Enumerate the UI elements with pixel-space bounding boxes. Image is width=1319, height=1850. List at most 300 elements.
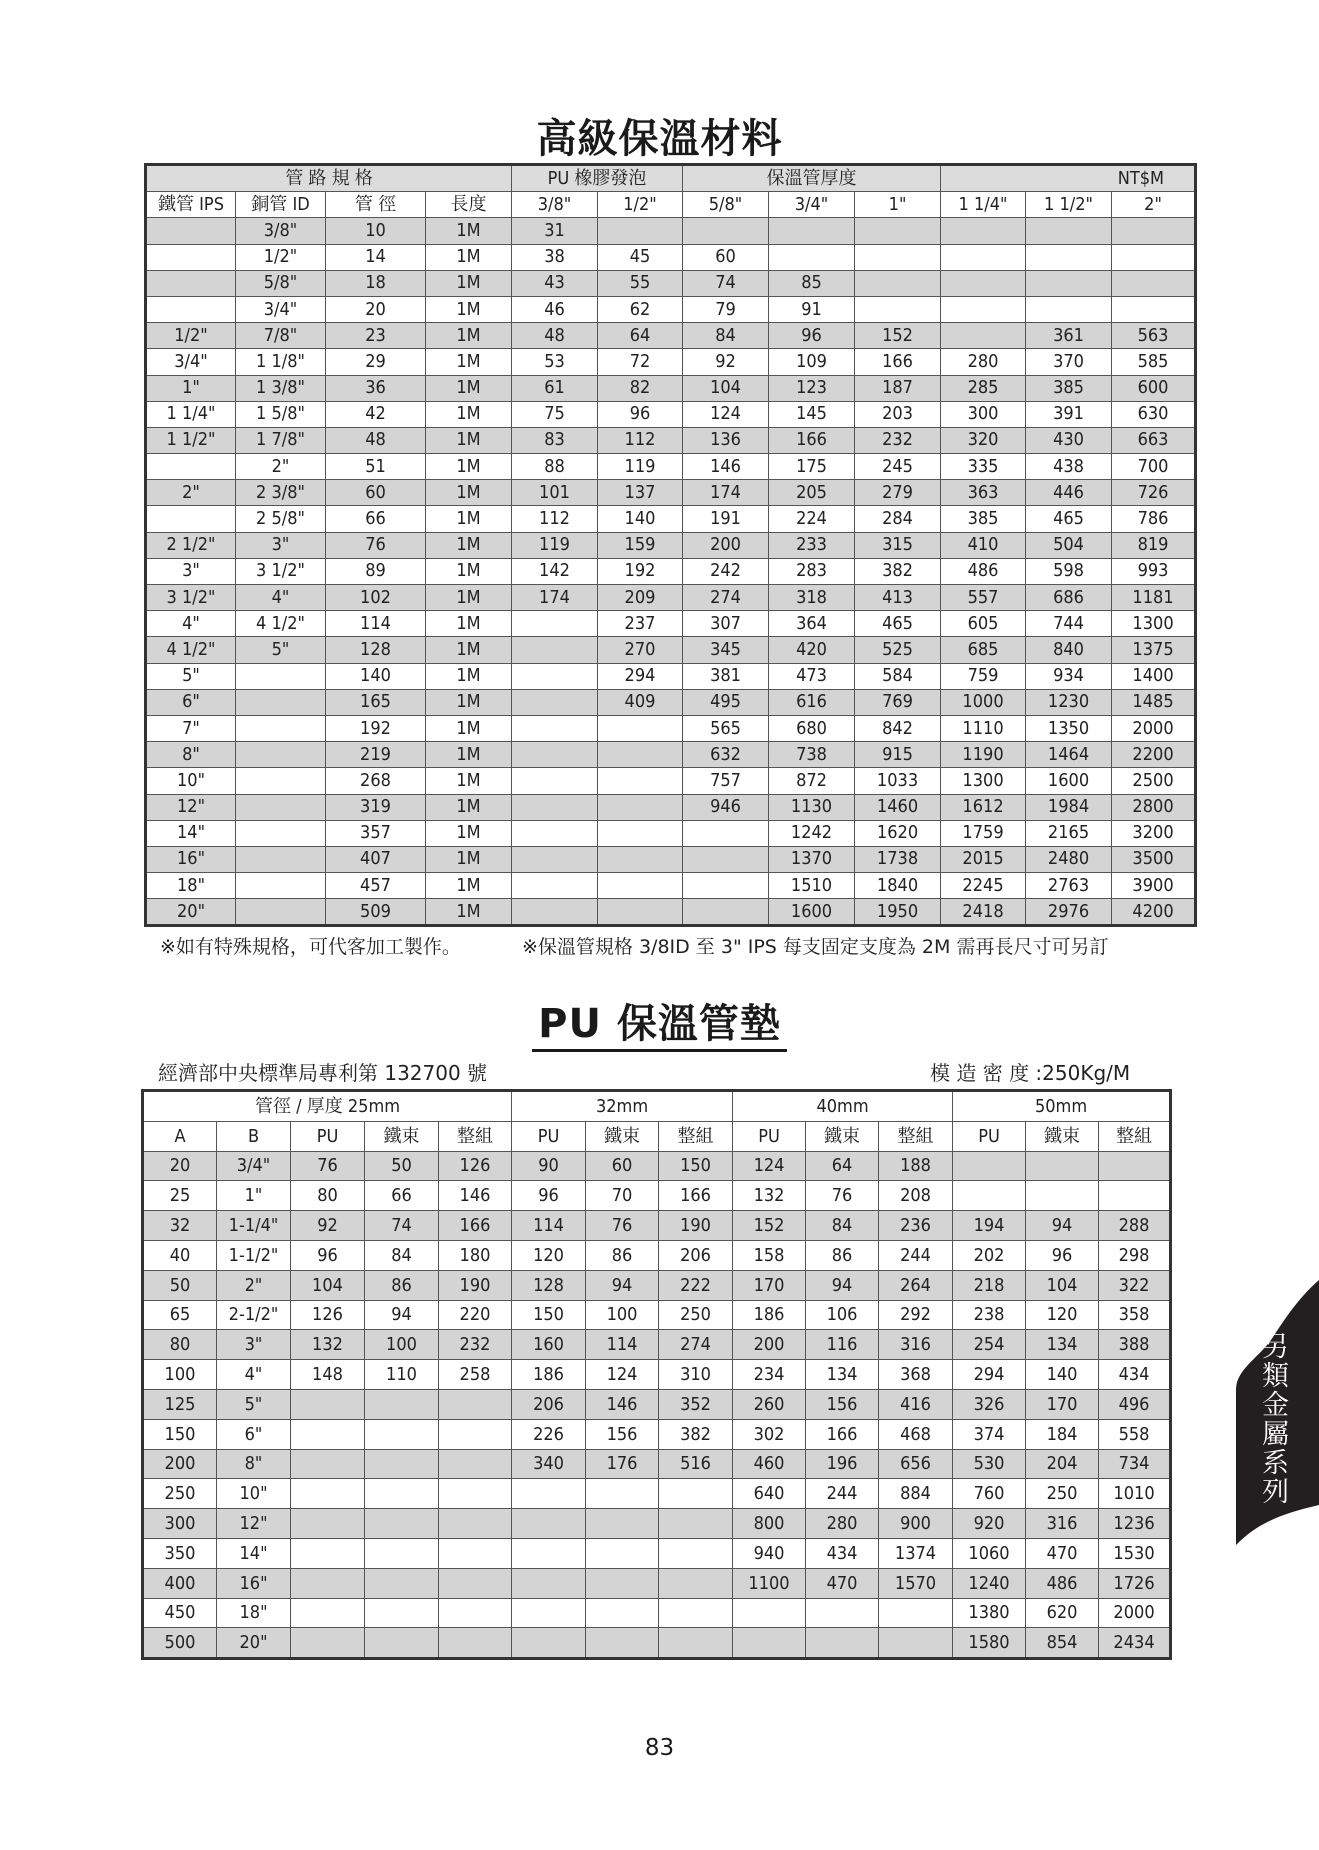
table-cell: 268 bbox=[326, 768, 426, 794]
header-cell: 整組 bbox=[659, 1121, 733, 1151]
table-cell: 5" bbox=[236, 637, 326, 663]
table-cell: 563 bbox=[1112, 323, 1196, 349]
table-cell: 744 bbox=[1026, 611, 1112, 637]
table-cell bbox=[659, 1509, 733, 1539]
table-cell: 726 bbox=[1112, 480, 1196, 506]
table-cell: 900 bbox=[879, 1509, 953, 1539]
table-cell bbox=[365, 1628, 439, 1659]
table-cell: 946 bbox=[683, 794, 769, 820]
table-cell: 1530 bbox=[1099, 1538, 1171, 1568]
table-cell: 316 bbox=[1026, 1509, 1099, 1539]
table-cell: 159 bbox=[598, 532, 683, 558]
table-cell: 96 bbox=[598, 401, 683, 427]
table-cell: 470 bbox=[1026, 1538, 1099, 1568]
table-cell bbox=[941, 296, 1026, 322]
table-cell bbox=[598, 794, 683, 820]
table-cell: 420 bbox=[769, 637, 855, 663]
table-cell: 100 bbox=[586, 1300, 659, 1330]
table-cell: 134 bbox=[1026, 1330, 1099, 1360]
table-cell: 2" bbox=[236, 454, 326, 480]
table-cell: 166 bbox=[806, 1419, 879, 1449]
table-row bbox=[146, 637, 1196, 663]
table-cell: 165 bbox=[326, 689, 426, 715]
table-cell: 250 bbox=[143, 1479, 217, 1509]
table-cell: 128 bbox=[326, 637, 426, 663]
table-cell: 200 bbox=[683, 532, 769, 558]
table-cell: 4" bbox=[236, 585, 326, 611]
table-cell: 565 bbox=[683, 715, 769, 741]
table-cell: 270 bbox=[598, 637, 683, 663]
table-cell: 416 bbox=[879, 1389, 953, 1419]
table-cell: 300 bbox=[941, 401, 1026, 427]
table-cell bbox=[291, 1598, 365, 1628]
table-cell: 685 bbox=[941, 637, 1026, 663]
table-cell: 156 bbox=[806, 1389, 879, 1419]
table-cell: 174 bbox=[512, 585, 598, 611]
table-cell: 1M bbox=[426, 768, 512, 794]
table-cell: 53 bbox=[512, 349, 598, 375]
table-row bbox=[146, 270, 1196, 296]
table-cell bbox=[512, 1568, 586, 1598]
table-cell: 409 bbox=[598, 689, 683, 715]
table-cell: 137 bbox=[598, 480, 683, 506]
table-cell: 60 bbox=[683, 244, 769, 270]
table-cell: 2015 bbox=[941, 846, 1026, 872]
table-cell: 82 bbox=[598, 375, 683, 401]
table-cell: 1M bbox=[426, 873, 512, 899]
table-cell: 1600 bbox=[769, 899, 855, 926]
table-cell: 46 bbox=[512, 296, 598, 322]
table-cell bbox=[291, 1389, 365, 1419]
table-cell: 757 bbox=[683, 768, 769, 794]
table-cell: 1240 bbox=[953, 1568, 1026, 1598]
table-row bbox=[146, 742, 1196, 768]
table-cell: 29 bbox=[326, 349, 426, 375]
table-cell: 254 bbox=[953, 1330, 1026, 1360]
table-cell: 294 bbox=[598, 663, 683, 689]
table-cell bbox=[512, 794, 598, 820]
table-cell: 55 bbox=[598, 270, 683, 296]
table-cell: 1M bbox=[426, 532, 512, 558]
table-cell: 1 1/8" bbox=[236, 349, 326, 375]
table-cell: 1612 bbox=[941, 794, 1026, 820]
table-cell: 140 bbox=[326, 663, 426, 689]
table-cell bbox=[1099, 1181, 1171, 1211]
table-row bbox=[143, 1270, 1171, 1300]
table-cell: 302 bbox=[733, 1419, 806, 1449]
table-cell bbox=[855, 218, 941, 244]
table-cell: 381 bbox=[683, 663, 769, 689]
table-cell: 385 bbox=[1026, 375, 1112, 401]
header-cell: 2" bbox=[1112, 192, 1196, 218]
header-cell: 管 路 規 格 bbox=[146, 165, 512, 192]
table-cell: 320 bbox=[941, 427, 1026, 453]
table-cell bbox=[291, 1449, 365, 1479]
table-cell: 2434 bbox=[1099, 1628, 1171, 1659]
header-cell: 整組 bbox=[1099, 1121, 1171, 1151]
table-cell: 5" bbox=[217, 1389, 291, 1419]
table-row bbox=[143, 1330, 1171, 1360]
header-cell: 整組 bbox=[439, 1121, 512, 1151]
table-cell bbox=[146, 270, 236, 296]
table-cell: 1370 bbox=[769, 846, 855, 872]
table-cell: 260 bbox=[733, 1389, 806, 1419]
table-cell: 84 bbox=[683, 323, 769, 349]
table-cell bbox=[439, 1449, 512, 1479]
table-cell: 1M bbox=[426, 558, 512, 584]
table-row bbox=[146, 532, 1196, 558]
table-cell bbox=[512, 899, 598, 926]
table-cell: 686 bbox=[1026, 585, 1112, 611]
table-cell: 222 bbox=[659, 1270, 733, 1300]
table-cell bbox=[236, 715, 326, 741]
table-cell: 80 bbox=[143, 1330, 217, 1360]
table-cell: 2200 bbox=[1112, 742, 1196, 768]
header-cell: 5/8" bbox=[683, 192, 769, 218]
table-cell: 915 bbox=[855, 742, 941, 768]
table-cell: 680 bbox=[769, 715, 855, 741]
table-cell: 20 bbox=[143, 1151, 217, 1181]
table-row bbox=[146, 585, 1196, 611]
table-cell: 64 bbox=[806, 1151, 879, 1181]
table-cell bbox=[236, 689, 326, 715]
table-cell: 2418 bbox=[941, 899, 1026, 926]
table-cell: 74 bbox=[365, 1211, 439, 1241]
table-cell: 94 bbox=[365, 1300, 439, 1330]
table-cell bbox=[512, 663, 598, 689]
table-cell: 14 bbox=[326, 244, 426, 270]
table-cell: 361 bbox=[1026, 323, 1112, 349]
table-cell bbox=[291, 1538, 365, 1568]
table-cell: 184 bbox=[1026, 1419, 1099, 1449]
header-cell: 3/4" bbox=[769, 192, 855, 218]
table-cell: 872 bbox=[769, 768, 855, 794]
header-cell: 鐵束 bbox=[1026, 1121, 1099, 1151]
table-cell: 206 bbox=[512, 1389, 586, 1419]
table-cell: 1190 bbox=[941, 742, 1026, 768]
pipe-length-note: ※保溫管規格 3/8ID 至 3" IPS 每支固定支度為 2M 需再長尺寸可另訂 bbox=[522, 936, 1109, 958]
table-cell: 300 bbox=[143, 1509, 217, 1539]
table-cell: 43 bbox=[512, 270, 598, 296]
table-cell bbox=[236, 663, 326, 689]
table-cell: 1-1/2" bbox=[217, 1240, 291, 1270]
table-cell: 2-1/2" bbox=[217, 1300, 291, 1330]
patent-number: 經濟部中央標準局專利第 132700 號 bbox=[158, 1061, 488, 1085]
table-cell: 1M bbox=[426, 375, 512, 401]
table-cell bbox=[1026, 218, 1112, 244]
table-cell: 509 bbox=[326, 899, 426, 926]
table-cell: 382 bbox=[659, 1419, 733, 1449]
header-cell: 管徑 / 厚度 25mm bbox=[143, 1091, 512, 1122]
table-cell: 14" bbox=[217, 1538, 291, 1568]
table-cell: 1M bbox=[426, 506, 512, 532]
table-cell: 150 bbox=[659, 1151, 733, 1181]
table-cell: 96 bbox=[291, 1240, 365, 1270]
table-cell: 219 bbox=[326, 742, 426, 768]
table-cell: 170 bbox=[1026, 1389, 1099, 1419]
table-cell bbox=[291, 1568, 365, 1598]
table-cell: 632 bbox=[683, 742, 769, 768]
table-cell: 486 bbox=[941, 558, 1026, 584]
table-cell: 114 bbox=[326, 611, 426, 637]
table-cell: 465 bbox=[1026, 506, 1112, 532]
table-cell: 123 bbox=[769, 375, 855, 401]
table-cell: 1/2" bbox=[236, 244, 326, 270]
table-cell: 232 bbox=[439, 1330, 512, 1360]
table-cell bbox=[365, 1598, 439, 1628]
table-row bbox=[146, 454, 1196, 480]
table-cell: 12" bbox=[217, 1509, 291, 1539]
header-cell: 50mm bbox=[953, 1091, 1171, 1122]
table-cell: 1033 bbox=[855, 768, 941, 794]
table-cell bbox=[1099, 1151, 1171, 1181]
table-cell: 345 bbox=[683, 637, 769, 663]
table-cell: 104 bbox=[291, 1270, 365, 1300]
table-cell: 112 bbox=[598, 427, 683, 453]
table-cell: 237 bbox=[598, 611, 683, 637]
table-cell: 224 bbox=[769, 506, 855, 532]
table-cell: 288 bbox=[1099, 1211, 1171, 1241]
table-cell bbox=[879, 1598, 953, 1628]
table-cell: 124 bbox=[586, 1360, 659, 1390]
table-cell bbox=[146, 454, 236, 480]
table-cell: 264 bbox=[879, 1270, 953, 1300]
table-cell: 3500 bbox=[1112, 846, 1196, 872]
table-row bbox=[146, 218, 1196, 244]
table-cell: 32 bbox=[143, 1211, 217, 1241]
table-row bbox=[143, 1509, 1171, 1539]
table-cell: 1510 bbox=[769, 873, 855, 899]
table-cell: 640 bbox=[733, 1479, 806, 1509]
table-cell: 340 bbox=[512, 1449, 586, 1479]
table-cell: 3" bbox=[146, 558, 236, 584]
table-row bbox=[146, 689, 1196, 715]
header-cell: 1" bbox=[855, 192, 941, 218]
table-cell: 4 1/2" bbox=[146, 637, 236, 663]
table-cell: 1M bbox=[426, 846, 512, 872]
table-cell: 1380 bbox=[953, 1598, 1026, 1628]
table-cell: 1M bbox=[426, 663, 512, 689]
table-row bbox=[146, 611, 1196, 637]
table-cell bbox=[236, 820, 326, 846]
table-cell: 8" bbox=[146, 742, 236, 768]
table-cell: 10 bbox=[326, 218, 426, 244]
table-cell bbox=[512, 820, 598, 846]
table-cell bbox=[236, 794, 326, 820]
table-cell: 5/8" bbox=[236, 270, 326, 296]
table-cell: 150 bbox=[512, 1300, 586, 1330]
table-cell: 335 bbox=[941, 454, 1026, 480]
table-cell: 18 bbox=[326, 270, 426, 296]
table-cell: 1M bbox=[426, 689, 512, 715]
table-cell bbox=[512, 1479, 586, 1509]
table-cell bbox=[855, 296, 941, 322]
table-row bbox=[146, 899, 1196, 926]
table-cell bbox=[683, 820, 769, 846]
table-cell: 62 bbox=[598, 296, 683, 322]
table-cell: 283 bbox=[769, 558, 855, 584]
table-cell: 495 bbox=[683, 689, 769, 715]
table-cell: 175 bbox=[769, 454, 855, 480]
table-row bbox=[146, 768, 1196, 794]
header-cell: 整組 bbox=[879, 1121, 953, 1151]
table-cell bbox=[439, 1509, 512, 1539]
table-cell: 3 1/2" bbox=[146, 585, 236, 611]
table-cell: 274 bbox=[659, 1330, 733, 1360]
table-cell: 3900 bbox=[1112, 873, 1196, 899]
table-cell: 1759 bbox=[941, 820, 1026, 846]
table-cell bbox=[806, 1598, 879, 1628]
table-cell: 1738 bbox=[855, 846, 941, 872]
table-cell: 14" bbox=[146, 820, 236, 846]
table-cell: 146 bbox=[683, 454, 769, 480]
table-cell bbox=[941, 270, 1026, 296]
table-cell: 1M bbox=[426, 585, 512, 611]
table-cell: 1840 bbox=[855, 873, 941, 899]
table-cell: 280 bbox=[941, 349, 1026, 375]
table-cell: 150 bbox=[143, 1419, 217, 1449]
table-cell: 158 bbox=[733, 1240, 806, 1270]
table-cell bbox=[512, 873, 598, 899]
table-cell: 2 3/8" bbox=[236, 480, 326, 506]
table-row bbox=[143, 1598, 1171, 1628]
table-cell: 191 bbox=[683, 506, 769, 532]
table-cell: 1-1/4" bbox=[217, 1211, 291, 1241]
table-cell: 434 bbox=[1099, 1360, 1171, 1390]
table-cell: 1M bbox=[426, 742, 512, 768]
table-cell: 48 bbox=[326, 427, 426, 453]
table-cell: 319 bbox=[326, 794, 426, 820]
table-cell: 1100 bbox=[733, 1568, 806, 1598]
table-cell: 142 bbox=[512, 558, 598, 584]
table-cell: 500 bbox=[143, 1628, 217, 1659]
table-cell bbox=[598, 873, 683, 899]
table-cell: 190 bbox=[439, 1270, 512, 1300]
table-cell: 114 bbox=[512, 1211, 586, 1241]
table-cell: 10" bbox=[146, 768, 236, 794]
table-cell: 126 bbox=[439, 1151, 512, 1181]
table-cell: 1M bbox=[426, 820, 512, 846]
table-cell: 209 bbox=[598, 585, 683, 611]
table-cell: 232 bbox=[855, 427, 941, 453]
table-cell: 72 bbox=[598, 349, 683, 375]
table-cell: 100 bbox=[365, 1330, 439, 1360]
table-cell bbox=[512, 1509, 586, 1539]
table-cell bbox=[659, 1479, 733, 1509]
table-cell: 842 bbox=[855, 715, 941, 741]
table-cell: 279 bbox=[855, 480, 941, 506]
table-cell: 3200 bbox=[1112, 820, 1196, 846]
table-cell bbox=[439, 1479, 512, 1509]
table-cell: 1M bbox=[426, 296, 512, 322]
table-cell: 316 bbox=[879, 1330, 953, 1360]
table-cell: 120 bbox=[512, 1240, 586, 1270]
table-cell: 140 bbox=[1026, 1360, 1099, 1390]
table-cell: 86 bbox=[586, 1240, 659, 1270]
table-cell: 486 bbox=[1026, 1568, 1099, 1598]
table-cell bbox=[146, 218, 236, 244]
table-cell: 280 bbox=[806, 1509, 879, 1539]
table-cell bbox=[683, 846, 769, 872]
header-cell: 鐵束 bbox=[365, 1121, 439, 1151]
table-row bbox=[146, 558, 1196, 584]
table-cell: 234 bbox=[733, 1360, 806, 1390]
table-cell: 92 bbox=[683, 349, 769, 375]
table-cell bbox=[439, 1598, 512, 1628]
table-cell: 1M bbox=[426, 323, 512, 349]
table-cell: 190 bbox=[659, 1211, 733, 1241]
table-cell bbox=[291, 1628, 365, 1659]
table-cell: 760 bbox=[953, 1479, 1026, 1509]
table-cell bbox=[586, 1538, 659, 1568]
table-cell: 385 bbox=[941, 506, 1026, 532]
table-cell: 7" bbox=[146, 715, 236, 741]
table-cell: 146 bbox=[439, 1181, 512, 1211]
table-cell: 460 bbox=[733, 1449, 806, 1479]
table-row bbox=[146, 349, 1196, 375]
table-row bbox=[143, 1538, 1171, 1568]
table-cell: 1/2" bbox=[146, 323, 236, 349]
table-cell bbox=[236, 899, 326, 926]
table-cell: 759 bbox=[941, 663, 1026, 689]
table-cell: 1236 bbox=[1099, 1509, 1171, 1539]
table-cell: 1M bbox=[426, 715, 512, 741]
table-cell bbox=[512, 1628, 586, 1659]
table-cell: 738 bbox=[769, 742, 855, 768]
table-cell: 1M bbox=[426, 270, 512, 296]
table-cell bbox=[598, 820, 683, 846]
header-cell: PU bbox=[512, 1121, 586, 1151]
table-cell: 557 bbox=[941, 585, 1026, 611]
table-row bbox=[143, 1181, 1171, 1211]
table-cell bbox=[855, 244, 941, 270]
table-cell bbox=[598, 899, 683, 926]
table-cell bbox=[1112, 218, 1196, 244]
table-cell: 310 bbox=[659, 1360, 733, 1390]
table-cell: 96 bbox=[769, 323, 855, 349]
table-cell: 112 bbox=[512, 506, 598, 532]
table-cell: 38 bbox=[512, 244, 598, 270]
table-cell: 2763 bbox=[1026, 873, 1112, 899]
table-cell: 196 bbox=[806, 1449, 879, 1479]
table-cell: 2480 bbox=[1026, 846, 1112, 872]
table-cell: 4" bbox=[146, 611, 236, 637]
table-cell bbox=[953, 1181, 1026, 1211]
table-cell: 75 bbox=[512, 401, 598, 427]
table-cell: 1M bbox=[426, 218, 512, 244]
table-cell bbox=[659, 1598, 733, 1628]
table-cell: 1375 bbox=[1112, 637, 1196, 663]
table-cell: 3/8" bbox=[236, 218, 326, 244]
table-cell: 64 bbox=[598, 323, 683, 349]
table-cell: 1M bbox=[426, 899, 512, 926]
table-cell: 206 bbox=[659, 1240, 733, 1270]
table-cell: 96 bbox=[1026, 1240, 1099, 1270]
table-cell: 85 bbox=[769, 270, 855, 296]
table-cell: 1181 bbox=[1112, 585, 1196, 611]
table-cell: 2500 bbox=[1112, 768, 1196, 794]
table-cell: 1 1/2" bbox=[146, 427, 236, 453]
table-cell: 116 bbox=[806, 1330, 879, 1360]
table-cell: 840 bbox=[1026, 637, 1112, 663]
table-cell: 407 bbox=[326, 846, 426, 872]
table-cell bbox=[439, 1538, 512, 1568]
table-cell: 1984 bbox=[1026, 794, 1112, 820]
table-cell: 45 bbox=[598, 244, 683, 270]
table-cell: 106 bbox=[806, 1300, 879, 1330]
table-cell: 584 bbox=[855, 663, 941, 689]
table-cell: 2165 bbox=[1026, 820, 1112, 846]
